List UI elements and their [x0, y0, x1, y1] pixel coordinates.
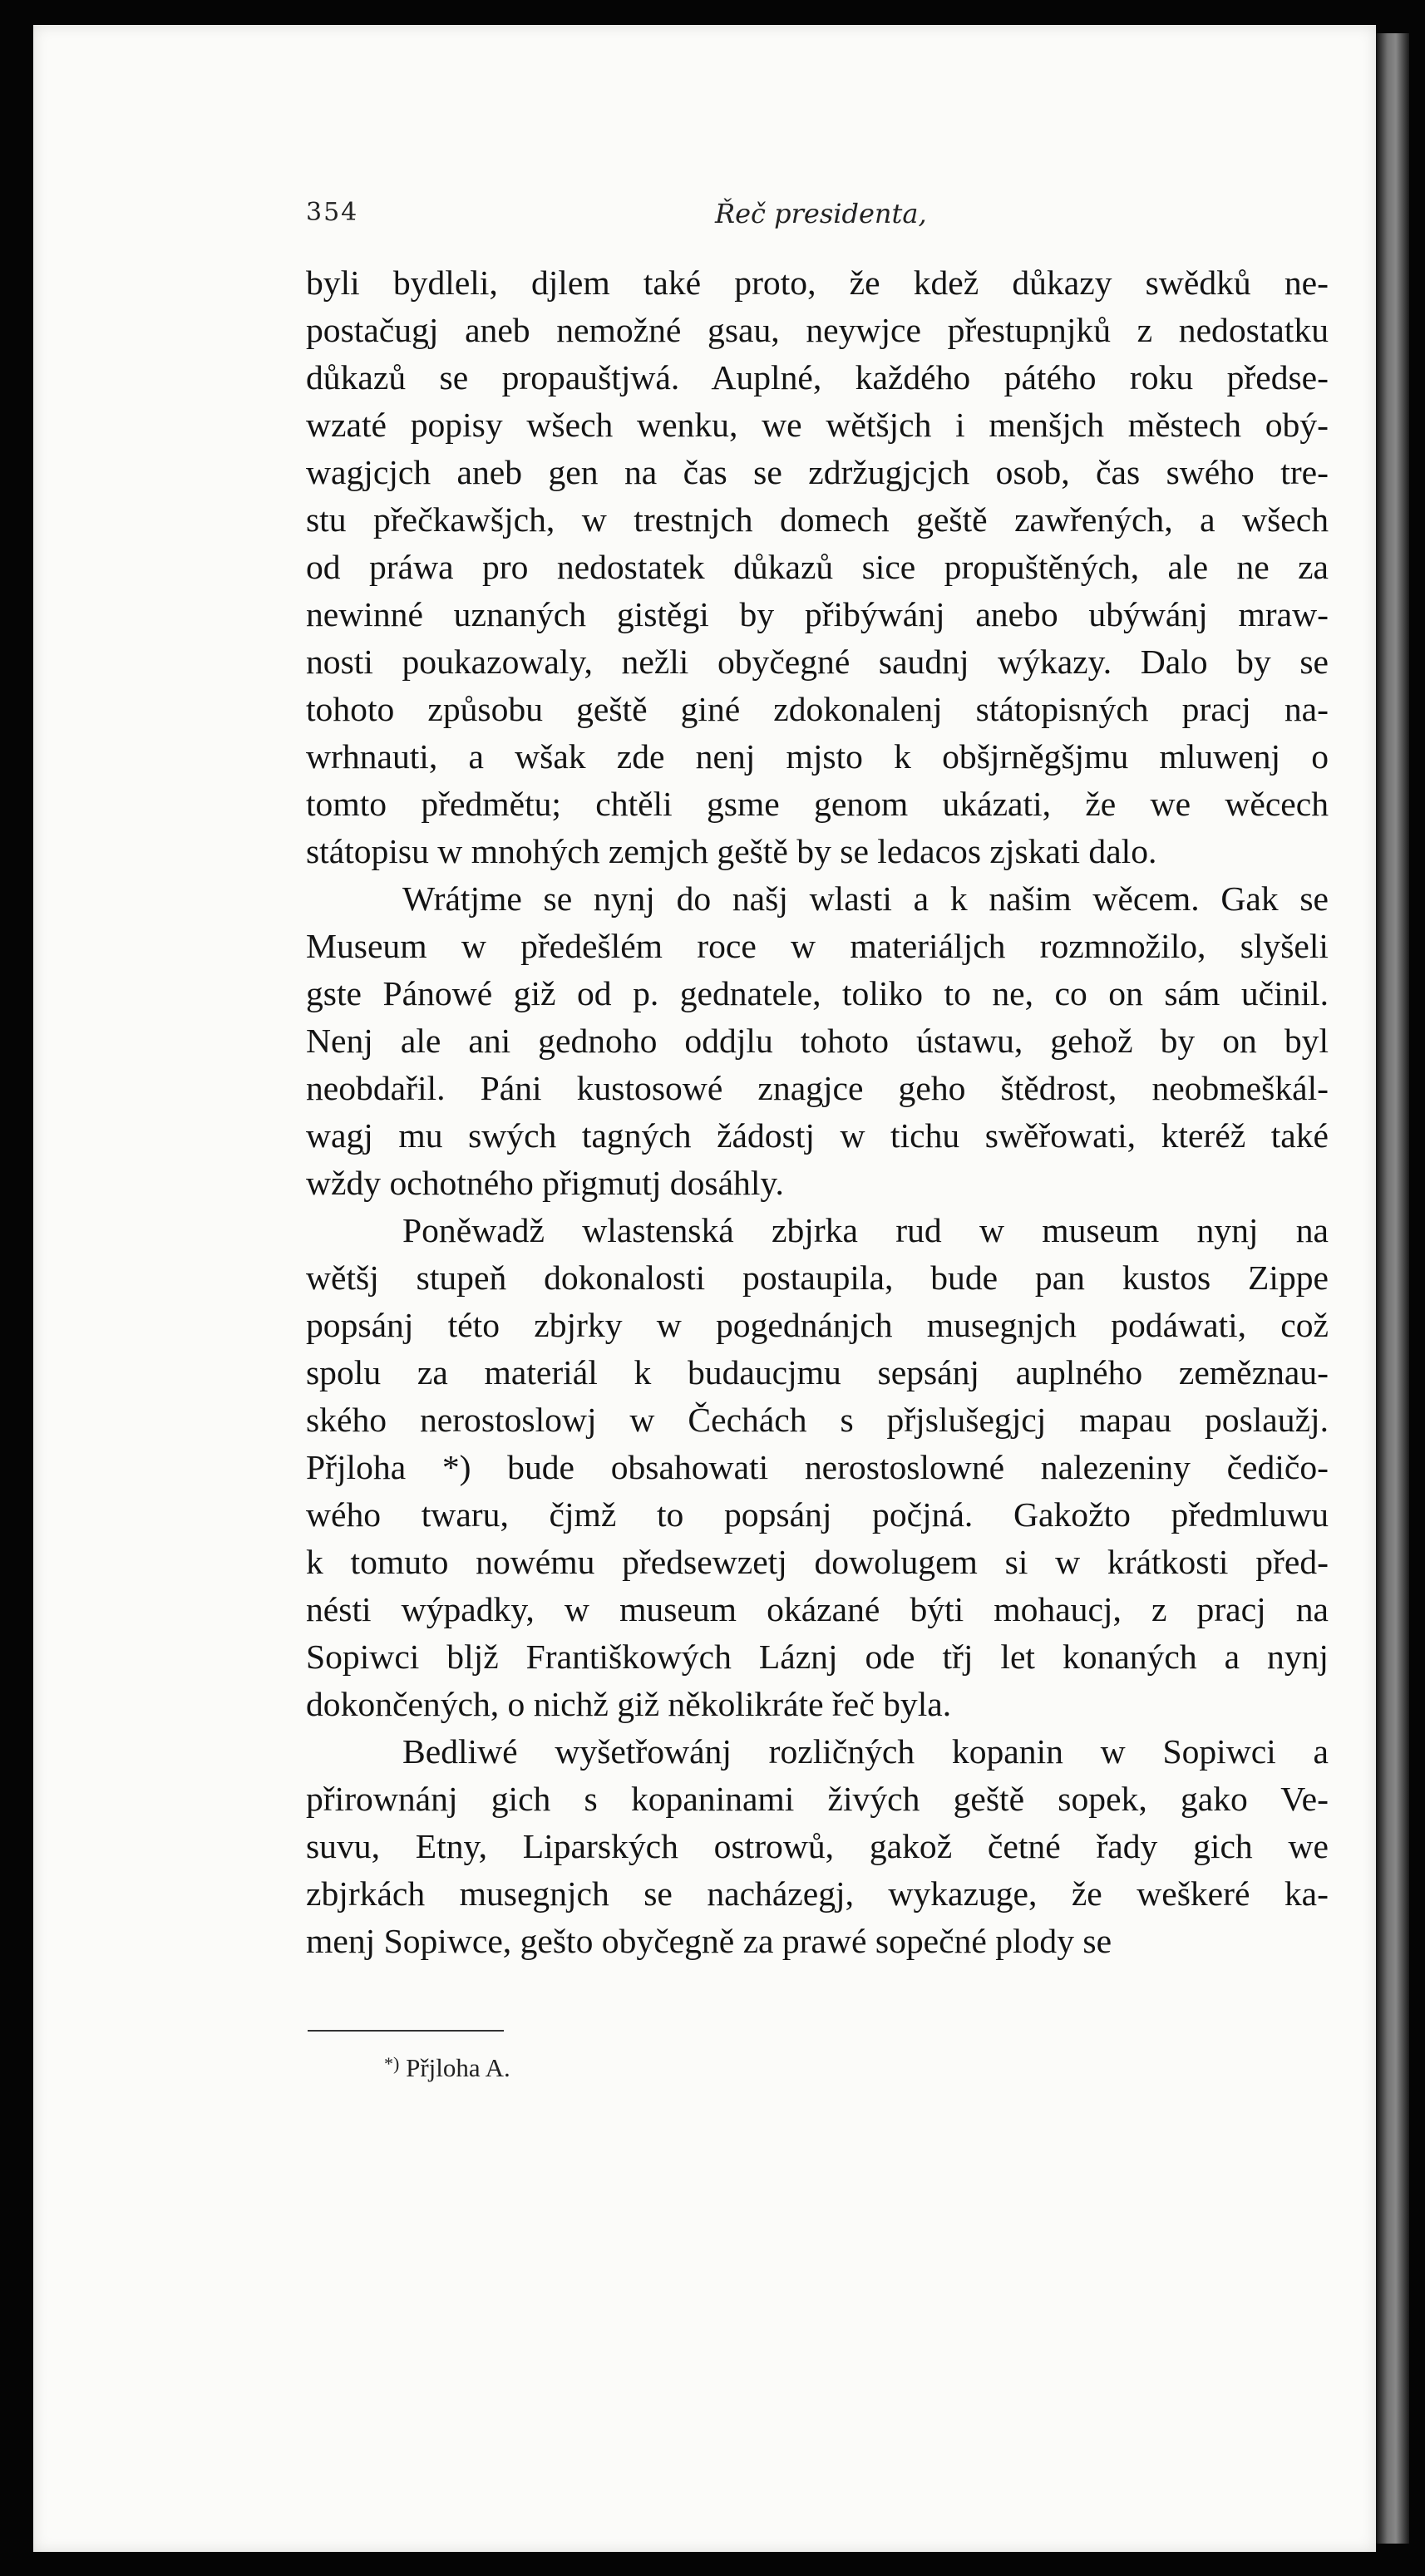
text-line: dokončených, o nichž giž několikráte řeč byla. — [306, 1685, 952, 1723]
text-line: wždy ochotného přigmutj dosáhly. — [306, 1164, 784, 1202]
page-edge-shadow — [1376, 33, 1409, 2544]
footnote-rule — [308, 2030, 504, 2032]
footnote — [384, 2053, 510, 2083]
text-line: wzaté popisy wšech wenku, we wětšjch i menšjch městech obý- — [306, 406, 1329, 444]
text-line: přirownánj gich s kopaninami živých geště sopek, gako Ve- — [306, 1780, 1329, 1818]
text-line: wagjcjch aneb gen na čas se zdržugjcjch osob, čas swého tre- — [306, 453, 1329, 491]
text-line: byli bydleli, djlem také proto, že kdež důkazy swědků ne- — [306, 264, 1329, 302]
page-header — [306, 198, 1304, 239]
text-line: wagj mu swých tagných žádostj w tichu swěřowati, kteréž také — [306, 1116, 1329, 1155]
paragraph — [306, 1207, 1329, 1728]
text-line: newinné uznaných gistěgi by přibýwánj anebo ubýwánj mraw- — [306, 595, 1329, 633]
text-line: zbjrkách musegnjch se nacházegj, wykazuge, že weškeré ka- — [306, 1874, 1329, 1913]
text-line: menj Sopiwce, gešto obyčegně za prawé sopečné plody se — [306, 1922, 1112, 1960]
paragraph — [306, 875, 1329, 1207]
text-line: postačugj aneb nemožné gsau, neywjce přestupnjků z nedostatku — [306, 311, 1329, 349]
text-line: nosti poukazowaly, nežli obyčegné saudnj wýkazy. Dalo by se — [306, 643, 1329, 681]
text-line: tomto předmětu; chtěli gsme genom ukázati, že we wěcech — [306, 785, 1329, 823]
text-line: státopisu w mnohých zemjch geště by se ledacos zjskati dalo. — [306, 832, 1157, 870]
text-line: spolu za materiál k budaucjmu sepsánj auplného zeměznau- — [306, 1353, 1329, 1391]
text-line: suvu, Etny, Liparských ostrowů, gakož četné řady gich we — [306, 1827, 1329, 1865]
text-line: důkazů se propauštjwá. Auplné, každého pátého roku předse- — [306, 358, 1329, 396]
text-line: tohoto způsobu geště giné zdokonalenj státopisných pracj na- — [306, 690, 1329, 728]
text-line: wětšj stupeň dokonalosti postaupila, bude pan kustos Zippe — [306, 1258, 1329, 1297]
text-line: Museum w předešlém roce w materiáljch rozmnožilo, slyšeli — [306, 927, 1329, 965]
footnote-text: Přjloha A. — [406, 2053, 510, 2082]
running-title: Řeč presidenta, — [715, 198, 927, 229]
text-line: gste Pánowé giž od p. gednatele, toliko to ne, co on sám učinil. — [306, 974, 1329, 1012]
text-line: neobdařil. Páni kustosowé znagjce geho štědrost, neobmeškál- — [306, 1069, 1329, 1107]
text-line: wého twaru, čjmž to popsánj počjná. Gakožto předmluwu — [306, 1495, 1329, 1534]
body-text — [306, 259, 1329, 1965]
text-line: Bedliwé wyšetřowánj rozličných kopanin w Sopiwci a — [402, 1732, 1329, 1771]
text-line: Wrátjme se nynj do našj wlasti a k našim wěcem. Gak se — [402, 879, 1329, 918]
text-line: ského nerostoslowj w Čechách s přjslušegjcj mapau poslaužj. — [306, 1401, 1329, 1439]
text-line: wrhnauti, a wšak zde nenj mjsto k obšjrněgšjmu mluwenj o — [306, 737, 1329, 776]
paragraph — [306, 1728, 1329, 1965]
text-line: Poněwadž wlastenská zbjrka rud w museum nynj na — [402, 1211, 1329, 1249]
text-line: od práwa pro nedostatek důkazů sice propuštěných, ale ne za — [306, 548, 1329, 586]
text-line: nésti wýpadky, w museum okázané býti mohaucj, z pracj na — [306, 1590, 1329, 1628]
text-line: k tomuto nowému předsewzetj dowolugem si w krátkosti před- — [306, 1543, 1329, 1581]
text-line: Nenj ale ani gednoho oddjlu tohoto ústawu, gehož by on byl — [306, 1022, 1329, 1060]
footnote-marker: *) — [384, 2053, 400, 2074]
paragraph — [306, 259, 1329, 875]
text-line: popsánj této zbjrky w pogednánjch musegnjch podáwati, což — [306, 1306, 1329, 1344]
text-line: stu přečkawšjch, w trestnjch domech geště zawřených, a wšech — [306, 500, 1329, 539]
page-number: 354 — [306, 198, 359, 227]
text-line: Přjloha *) bude obsahowati nerostoslowné nalezeniny čedičo- — [306, 1448, 1329, 1486]
text-line: Sopiwci bljž Františkowých Láznj ode třj let konaných a nynj — [306, 1638, 1329, 1676]
